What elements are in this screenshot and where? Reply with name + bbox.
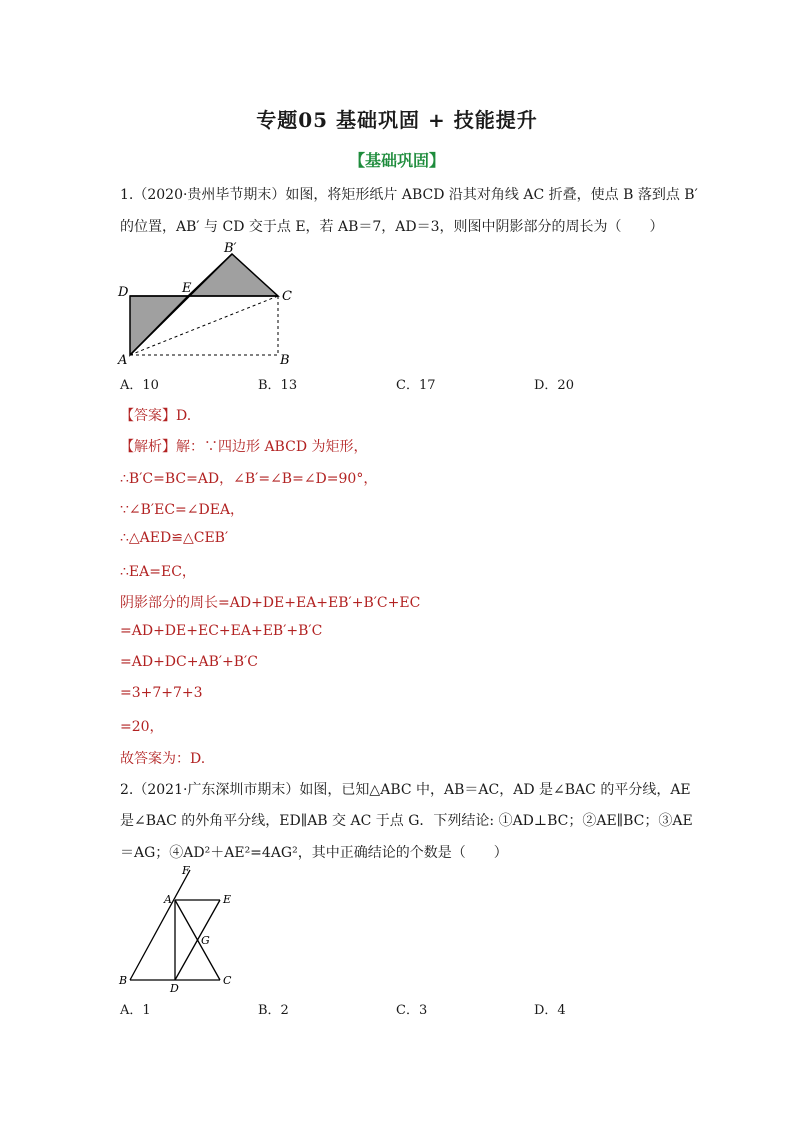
q1-label-c: C (282, 289, 292, 304)
q1-option-a[interactable]: A．10 (120, 378, 159, 393)
q1-solution-line: =20， (120, 719, 164, 735)
q1-option-b[interactable]: B．13 (258, 378, 298, 393)
q1-shaded-right (188, 254, 278, 296)
q2-option-d[interactable]: D．4 (534, 1003, 566, 1018)
q1-figure (110, 238, 310, 370)
q2-text-line3: ＝AG；④AD²＋AE²=4AG²，其中正确结论的个数是（ ） (120, 845, 508, 861)
q2-line-bf (130, 870, 190, 980)
q1-solution-line: 故答案为：D. (120, 751, 206, 767)
q1-solution-line: ∴△AED≌△CEB′ (120, 530, 229, 546)
q1-label-b: B (280, 353, 290, 368)
q1-solution-line: =AD+DE+EC+EA+EB′+B′C (120, 623, 323, 639)
q2-text-line2: 是∠BAC 的外角平分线，ED∥AB 交 AC 于点 G．下列结论: ①AD⊥BC；②AE∥BC；③AE (120, 813, 693, 829)
q2-label-c: C (223, 974, 232, 987)
q2-label-g: G (201, 934, 210, 947)
section-heading: 【基础巩固】 (348, 151, 445, 170)
page-title: 专题05 基础巩固 + 技能提升 (256, 108, 538, 132)
q2-label-a: A (164, 893, 172, 906)
q2-label-f: F (182, 864, 190, 877)
q1-label-bp: B′ (224, 241, 237, 256)
q2-option-c[interactable]: C．3 (396, 1003, 428, 1018)
q1-solution-line: 【解析】解：∵四边形 ABCD 为矩形， (120, 439, 368, 455)
q2-figure (110, 862, 250, 994)
q2-text-line1: 2.（2021·广东深圳市期末）如图，已知△ABC 中，AB＝AC，AD 是∠BAC 的平分线，AE (120, 782, 691, 798)
q1-solution-line: =3+7+7+3 (120, 685, 203, 701)
q1-label-e: E (182, 281, 192, 296)
q1-label-a: A (118, 353, 128, 368)
q1-option-c[interactable]: C．17 (396, 378, 436, 393)
q1-solution-line: ∴EA=EC， (120, 564, 196, 580)
q1-solution-line: 阴影部分的周长=AD+DE+EA+EB′+B′C+EC (120, 595, 421, 611)
q2-label-d: D (170, 982, 179, 994)
q2-label-b: B (119, 974, 128, 987)
q2-option-b[interactable]: B．2 (258, 1003, 289, 1018)
q2-option-a[interactable]: A．1 (120, 1003, 151, 1018)
q1-text-line1: 1.（2020·贵州毕节期末）如图，将矩形纸片 ABCD 沿其对角线 AC 折叠，使点 B 落到点 B′ (120, 187, 698, 203)
q1-solution-line: =AD+DC+AB′+B′C (120, 654, 258, 670)
q1-answer: 【答案】D. (120, 408, 192, 424)
q2-label-e: E (223, 893, 232, 906)
q1-option-d[interactable]: D．20 (534, 378, 574, 393)
q1-text-line2: 的位置，AB′ 与 CD 交于点 E，若 AB＝7，AD＝3，则图中阴影部分的周长为（ ） (120, 219, 664, 235)
q1-solution-line: ∴B′C=BC=AD，∠B′=∠B=∠D=90°， (120, 471, 378, 487)
q1-label-d: D (118, 285, 129, 300)
q1-solution-line: ∵∠B′EC=∠DEA， (120, 502, 245, 518)
